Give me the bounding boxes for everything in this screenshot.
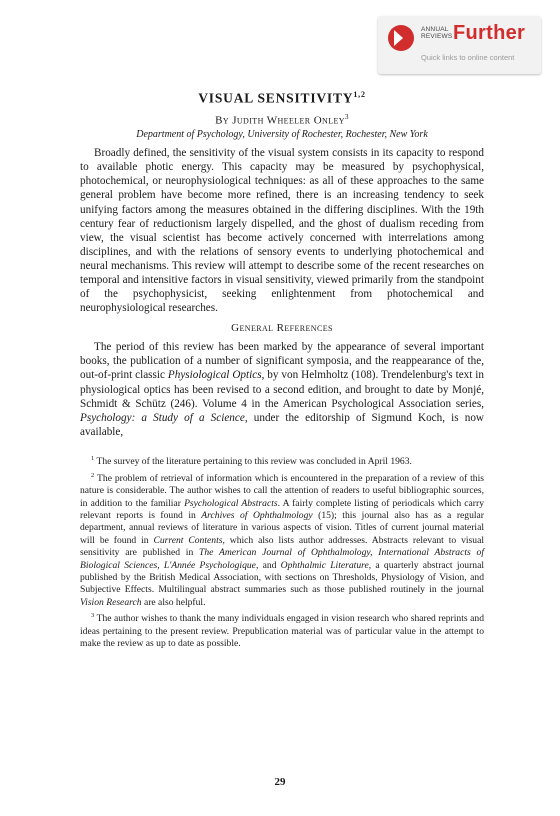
intro-paragraph: Broadly defined, the sensitivity of the visual system consists in its capacity to respond to available photic energy. This capacity may be measured by psychophysical, photochemical, or neurophysiological techniques: as all of these approaches to the same general problem have become more refined, there is an increasing tendency to seek unifying factors among the measures obtained in the differing disciplines. With the 19th century fear of reductionism largely dispelled, and the ghost of dualism receding from view, the visual scientist has become actively concerned with interrelations among disciplines, and with the relations of sensory events to underlying photochemical and neural mechanisms. This review will attempt to describe some of the recent researches on temporal and intensitive factors in visual sensitivity, viewed primarily from the standpoint of the psychophysicist, seeking enlightenment from photochemical and neurophysiological researches. (80, 147, 484, 315)
title-footnote-marks: 1,2 (353, 90, 366, 99)
footnote-2-italic-j: Ophthalmic Literature (280, 559, 369, 571)
footnote-2-text-a: The problem of retrieval of information which is encountered in the preparation of a review of this nature is considerable. The author wishes to call the attention of readers to useful bibliographic sources, in addition to the familiar (80, 472, 484, 509)
footnote-2-italic-h: The American Journal of Ophthalmology, International Abstracts of Biological Sciences, L'Année Psychologique (80, 547, 484, 571)
footnote-2-text-k: , a quarterly abstract journal published by the British Medical Association, with sections on Thresholds, Physiology of Vision, and Subjective Effects. Multilingual abstract summaries such as those published routinely in the journal (80, 559, 484, 596)
gr-series-title: Psychology: a Study of a Science (80, 411, 245, 424)
footnote-3-text: The author wishes to thank the many individuals engaged in vision research who shared reprints and ideas pertaining to the present review. Prepublication material was of particular value in the attempt to make the review as up to date as possible. (80, 613, 484, 650)
footnote-3-mark: 3 (91, 612, 95, 620)
general-references-paragraph (80, 340, 484, 439)
footnote-2-text-m: are also helpful. (141, 596, 206, 608)
footnote-2-italic-l: Vision Research (80, 596, 142, 608)
gr-book-title-physiological-optics: Physiological Optics (167, 369, 262, 382)
footnote-1-mark: 1 (91, 454, 95, 462)
annual-reviews-wordmark (421, 26, 452, 40)
badge-further-text: Further (453, 22, 526, 44)
play-arrow-icon (388, 25, 414, 51)
article-title (80, 90, 484, 107)
footnote-1 (80, 453, 484, 469)
footnote-1-text: The survey of the literature pertaining to this review was concluded in April 1963. (96, 456, 412, 468)
footnote-2-text-c: . A fairly complete listing of periodicals which carry relevant reports is found in (80, 497, 484, 521)
gr-text-1: The period of this review has been marked by the appearance of several important books, the publication of a number of significant symposia, and the reappearance of the, out-of-print classic (80, 341, 484, 382)
footnote-2-italic-b: Psychological Abstracts (184, 497, 278, 509)
section-heading-general-references: General References (231, 322, 333, 335)
footnote-2-italic-f: Current Contents (153, 534, 223, 546)
footnote-2-text-i: , and (255, 559, 281, 571)
annual-reviews-further-badge[interactable] (378, 16, 541, 74)
author-footnote-mark: 3 (344, 112, 349, 121)
article-page (80, 90, 484, 652)
footnote-3 (80, 610, 484, 650)
badge-annual-text: ANNUAL (421, 26, 449, 33)
footnote-2-text-g: , which also lists author addresses. Abstracts relevant to visual sensitivity are published in (80, 534, 484, 559)
badge-subtitle: Quick links to online content (421, 53, 515, 62)
author-prefix: By (215, 114, 230, 127)
badge-reviews-text: REVIEWS (421, 33, 453, 40)
author-affiliation: Department of Psychology, University of Rochester, Rochester, New York (136, 129, 428, 141)
author-line (80, 113, 484, 127)
footnotes (80, 453, 484, 651)
page-number: 29 (274, 776, 286, 788)
footnote-2-text-e: (15); this journal also has as a regular department, annual reviews of literature in various aspects of vision. Titles of current journal material will be found in (80, 509, 484, 546)
article-title-text: VISUAL SENSITIVITY (198, 90, 354, 106)
footnote-2-mark: 2 (91, 471, 95, 479)
footnote-2 (80, 470, 484, 610)
author-name: Judith Wheeler Onley (232, 114, 345, 127)
gr-text-3: , under the editorship of Sigmund Koch, is now available, (80, 411, 484, 438)
footnote-2-italic-d: Archives of Ophthalmology (201, 509, 313, 521)
gr-text-2: , by von Helmholtz (108). Trendelenburg's text in physiological optics has been revised to a second edition, and brought to date by Monjé, Schmidt & Schütz (246). Volume 4 in the American Psychological Association series, (80, 369, 485, 410)
